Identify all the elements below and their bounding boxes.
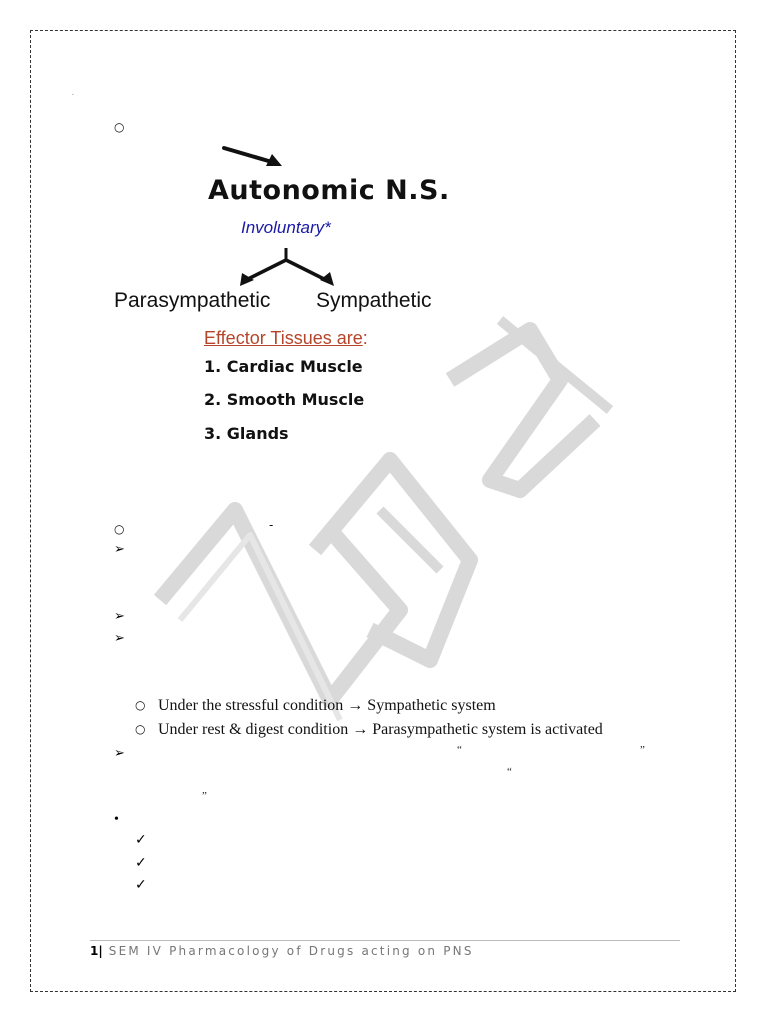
- branch-arrows-icon: [230, 246, 340, 288]
- circle-bullet-icon: ○: [114, 120, 125, 134]
- close-quote: ”: [640, 744, 645, 756]
- sub-item-rest: Under rest & digest condition → Parasympathetic system is activated: [158, 721, 603, 738]
- dash-mark: -: [269, 518, 274, 532]
- branch-parasympathetic: Parasympathetic: [114, 289, 271, 312]
- disc-bullet-icon: •: [114, 812, 119, 827]
- check-bullet-icon: ✓: [135, 855, 147, 871]
- diagram-title: Autonomic N.S.: [208, 175, 450, 206]
- footer-rule: [90, 940, 680, 941]
- arrowhead-bullet-icon: ➢: [114, 542, 125, 557]
- open-quote: “: [457, 744, 462, 756]
- circle-bullet-icon: ○: [135, 698, 146, 712]
- arrowhead-bullet-icon: ➢: [114, 631, 125, 646]
- effector-heading: [204, 328, 368, 349]
- circle-bullet-icon: ○: [135, 722, 146, 736]
- stray-dot: ·: [72, 92, 74, 99]
- branch-sympathetic: Sympathetic: [316, 289, 432, 312]
- check-bullet-icon: ✓: [135, 832, 147, 848]
- effector-heading-colon: :: [362, 328, 368, 348]
- diagram-subtitle: Involuntary*: [241, 218, 331, 237]
- page-number: 1: [90, 944, 99, 958]
- arrowhead-bullet-icon: ➢: [114, 746, 125, 761]
- effector-item: 1. Cardiac Muscle: [204, 357, 363, 376]
- footer-separator: |: [98, 944, 103, 958]
- sub-item-stress: Under the stressful condition → Sympathetic system: [158, 697, 496, 714]
- circle-bullet-icon: ○: [114, 522, 125, 536]
- pointer-arrow-icon: [222, 144, 286, 172]
- open-quote: “: [507, 766, 512, 778]
- footer-title: SEM IV Pharmacology of Drugs acting on PNS: [108, 944, 474, 958]
- close-quote: ”: [202, 790, 207, 802]
- arrowhead-bullet-icon: ➢: [114, 609, 125, 624]
- effector-item: 3. Glands: [204, 424, 289, 443]
- effector-heading-text: Effector Tissues are: [204, 328, 363, 348]
- check-bullet-icon: ✓: [135, 877, 147, 893]
- page-footer: [90, 944, 474, 958]
- effector-item: 2. Smooth Muscle: [204, 390, 365, 409]
